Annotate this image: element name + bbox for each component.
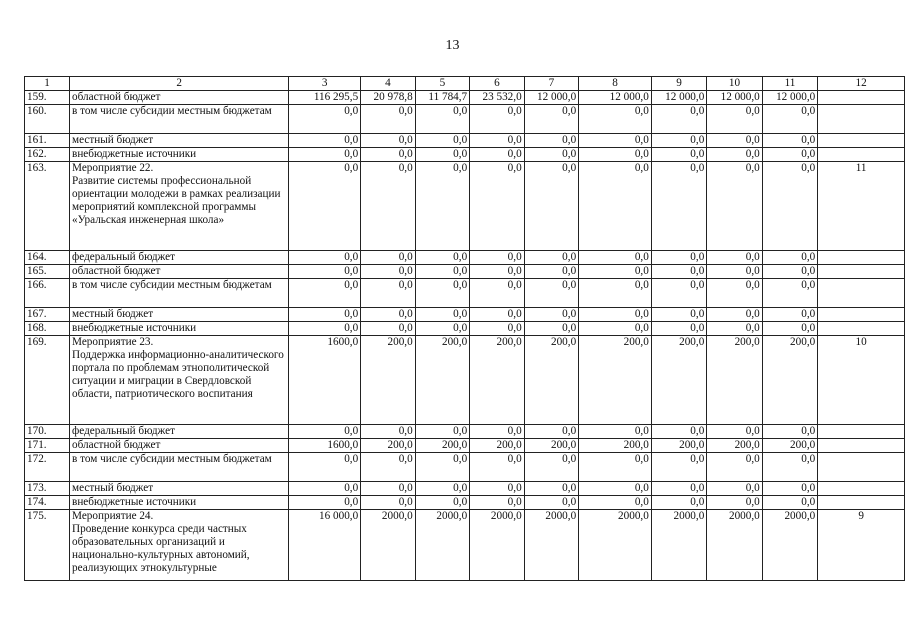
value-cell: 11 784,7 <box>415 91 469 105</box>
value-cell: 0,0 <box>524 265 579 279</box>
value-cell: 0,0 <box>651 279 706 308</box>
value-cell: 0,0 <box>361 453 416 482</box>
value-cell: 0,0 <box>762 496 817 510</box>
value-cell: 0,0 <box>470 265 525 279</box>
target-indicator-ref <box>818 265 905 279</box>
value-cell: 0,0 <box>762 322 817 336</box>
target-indicator-ref <box>818 91 905 105</box>
row-label: Мероприятие 23. Поддержка информационно-аналитического портала по проблемам этнополитической ситуации и миграции в Свердловской области, патриотического воспитания <box>70 336 289 425</box>
value-cell: 0,0 <box>415 251 469 265</box>
value-cell: 0,0 <box>470 425 525 439</box>
value-cell: 0,0 <box>415 105 469 134</box>
target-indicator-ref <box>818 148 905 162</box>
value-cell: 0,0 <box>579 265 652 279</box>
value-cell: 0,0 <box>651 308 706 322</box>
value-cell: 0,0 <box>415 162 469 251</box>
row-number: 169. <box>25 336 70 425</box>
table-row <box>25 322 905 336</box>
value-cell: 200,0 <box>579 439 652 453</box>
column-number-header: 9 <box>651 77 706 91</box>
row-label: местный бюджет <box>70 308 289 322</box>
value-cell: 0,0 <box>524 279 579 308</box>
value-cell: 0,0 <box>579 162 652 251</box>
row-label: внебюджетные источники <box>70 496 289 510</box>
target-indicator-ref: 9 <box>818 510 905 581</box>
value-cell: 0,0 <box>470 134 525 148</box>
column-number-header: 1 <box>25 77 70 91</box>
value-cell: 0,0 <box>361 425 416 439</box>
table-row <box>25 308 905 322</box>
value-cell: 0,0 <box>524 148 579 162</box>
column-number-header: 4 <box>361 77 416 91</box>
table-row <box>25 482 905 496</box>
table-row <box>25 510 905 581</box>
value-cell: 0,0 <box>470 308 525 322</box>
value-cell: 200,0 <box>415 439 469 453</box>
value-cell: 0,0 <box>651 453 706 482</box>
row-number: 170. <box>25 425 70 439</box>
value-cell: 0,0 <box>415 134 469 148</box>
row-number: 166. <box>25 279 70 308</box>
value-cell: 1600,0 <box>289 439 361 453</box>
target-indicator-ref <box>818 496 905 510</box>
value-cell: 0,0 <box>579 453 652 482</box>
value-cell: 12 000,0 <box>651 91 706 105</box>
value-cell: 0,0 <box>289 265 361 279</box>
row-number: 171. <box>25 439 70 453</box>
value-cell: 0,0 <box>289 279 361 308</box>
value-cell: 0,0 <box>707 322 762 336</box>
target-indicator-ref <box>818 134 905 148</box>
value-cell: 0,0 <box>470 162 525 251</box>
value-cell: 0,0 <box>579 482 652 496</box>
table-row <box>25 425 905 439</box>
value-cell: 12 000,0 <box>707 91 762 105</box>
value-cell: 0,0 <box>762 265 817 279</box>
value-cell: 12 000,0 <box>579 91 652 105</box>
value-cell: 0,0 <box>289 425 361 439</box>
table-row <box>25 251 905 265</box>
row-number: 163. <box>25 162 70 251</box>
value-cell: 200,0 <box>470 336 525 425</box>
value-cell: 0,0 <box>361 308 416 322</box>
value-cell: 20 978,8 <box>361 91 416 105</box>
value-cell: 200,0 <box>524 439 579 453</box>
value-cell: 0,0 <box>361 279 416 308</box>
budget-table <box>24 76 905 581</box>
target-indicator-ref <box>818 425 905 439</box>
table-row <box>25 105 905 134</box>
value-cell: 0,0 <box>651 496 706 510</box>
value-cell: 200,0 <box>579 336 652 425</box>
value-cell: 0,0 <box>651 322 706 336</box>
row-number: 159. <box>25 91 70 105</box>
value-cell: 0,0 <box>579 425 652 439</box>
column-number-header: 8 <box>579 77 652 91</box>
value-cell: 0,0 <box>289 453 361 482</box>
value-cell: 0,0 <box>361 265 416 279</box>
table-row <box>25 336 905 425</box>
value-cell: 116 295,5 <box>289 91 361 105</box>
value-cell: 200,0 <box>651 439 706 453</box>
value-cell: 0,0 <box>707 425 762 439</box>
value-cell: 0,0 <box>361 322 416 336</box>
value-cell: 0,0 <box>762 162 817 251</box>
value-cell: 0,0 <box>651 105 706 134</box>
value-cell: 200,0 <box>651 336 706 425</box>
value-cell: 0,0 <box>470 251 525 265</box>
value-cell: 2000,0 <box>361 510 416 581</box>
row-number: 173. <box>25 482 70 496</box>
column-number-header: 12 <box>818 77 905 91</box>
value-cell: 0,0 <box>289 322 361 336</box>
value-cell: 0,0 <box>707 453 762 482</box>
value-cell: 0,0 <box>524 105 579 134</box>
value-cell: 200,0 <box>707 336 762 425</box>
value-cell: 0,0 <box>651 425 706 439</box>
target-indicator-ref <box>818 251 905 265</box>
value-cell: 2000,0 <box>415 510 469 581</box>
value-cell: 2000,0 <box>470 510 525 581</box>
table-row <box>25 134 905 148</box>
table-row <box>25 453 905 482</box>
table-row <box>25 279 905 308</box>
value-cell: 0,0 <box>524 496 579 510</box>
row-number: 160. <box>25 105 70 134</box>
value-cell: 0,0 <box>415 265 469 279</box>
target-indicator-ref <box>818 279 905 308</box>
column-number-header: 2 <box>70 77 289 91</box>
row-number: 162. <box>25 148 70 162</box>
value-cell: 0,0 <box>524 134 579 148</box>
value-cell: 0,0 <box>470 482 525 496</box>
value-cell: 0,0 <box>524 308 579 322</box>
value-cell: 0,0 <box>415 425 469 439</box>
row-number: 172. <box>25 453 70 482</box>
value-cell: 0,0 <box>707 134 762 148</box>
target-indicator-ref <box>818 439 905 453</box>
target-indicator-ref <box>818 308 905 322</box>
row-number: 168. <box>25 322 70 336</box>
value-cell: 0,0 <box>361 496 416 510</box>
column-number-header: 10 <box>707 77 762 91</box>
value-cell: 0,0 <box>415 279 469 308</box>
value-cell: 0,0 <box>524 162 579 251</box>
value-cell: 0,0 <box>579 322 652 336</box>
value-cell: 0,0 <box>707 496 762 510</box>
row-number: 165. <box>25 265 70 279</box>
value-cell: 200,0 <box>524 336 579 425</box>
value-cell: 200,0 <box>707 439 762 453</box>
value-cell: 12 000,0 <box>762 91 817 105</box>
value-cell: 0,0 <box>579 134 652 148</box>
value-cell: 0,0 <box>579 105 652 134</box>
value-cell: 0,0 <box>579 279 652 308</box>
row-number: 164. <box>25 251 70 265</box>
value-cell: 0,0 <box>470 105 525 134</box>
value-cell: 0,0 <box>651 162 706 251</box>
row-label: федеральный бюджет <box>70 425 289 439</box>
value-cell: 0,0 <box>651 134 706 148</box>
value-cell: 0,0 <box>707 482 762 496</box>
value-cell: 0,0 <box>361 162 416 251</box>
value-cell: 0,0 <box>707 265 762 279</box>
value-cell: 16 000,0 <box>289 510 361 581</box>
value-cell: 0,0 <box>289 162 361 251</box>
value-cell: 0,0 <box>415 322 469 336</box>
value-cell: 0,0 <box>361 251 416 265</box>
value-cell: 0,0 <box>651 251 706 265</box>
value-cell: 0,0 <box>762 279 817 308</box>
table-row <box>25 162 905 251</box>
value-cell: 0,0 <box>289 308 361 322</box>
column-number-header: 11 <box>762 77 817 91</box>
value-cell: 200,0 <box>470 439 525 453</box>
value-cell: 0,0 <box>415 482 469 496</box>
row-label: федеральный бюджет <box>70 251 289 265</box>
value-cell: 0,0 <box>470 496 525 510</box>
value-cell: 200,0 <box>415 336 469 425</box>
value-cell: 0,0 <box>579 496 652 510</box>
value-cell: 0,0 <box>289 251 361 265</box>
value-cell: 2000,0 <box>524 510 579 581</box>
value-cell: 200,0 <box>762 439 817 453</box>
value-cell: 0,0 <box>470 322 525 336</box>
value-cell: 0,0 <box>651 482 706 496</box>
value-cell: 2000,0 <box>707 510 762 581</box>
value-cell: 0,0 <box>707 162 762 251</box>
value-cell: 0,0 <box>361 134 416 148</box>
value-cell: 0,0 <box>289 105 361 134</box>
value-cell: 23 532,0 <box>470 91 525 105</box>
row-label: местный бюджет <box>70 134 289 148</box>
value-cell: 0,0 <box>707 279 762 308</box>
value-cell: 0,0 <box>579 251 652 265</box>
value-cell: 0,0 <box>470 453 525 482</box>
value-cell: 0,0 <box>289 148 361 162</box>
table-row <box>25 439 905 453</box>
row-label: областной бюджет <box>70 439 289 453</box>
value-cell: 0,0 <box>415 496 469 510</box>
value-cell: 0,0 <box>415 308 469 322</box>
value-cell: 0,0 <box>707 251 762 265</box>
value-cell: 0,0 <box>707 105 762 134</box>
row-number: 174. <box>25 496 70 510</box>
value-cell: 200,0 <box>361 439 416 453</box>
value-cell: 0,0 <box>361 105 416 134</box>
value-cell: 0,0 <box>651 148 706 162</box>
value-cell: 2000,0 <box>579 510 652 581</box>
value-cell: 0,0 <box>762 453 817 482</box>
target-indicator-ref: 10 <box>818 336 905 425</box>
value-cell: 0,0 <box>524 482 579 496</box>
value-cell: 0,0 <box>707 148 762 162</box>
table-row <box>25 265 905 279</box>
column-number-header: 7 <box>524 77 579 91</box>
target-indicator-ref: 11 <box>818 162 905 251</box>
value-cell: 0,0 <box>415 453 469 482</box>
column-number-header: 5 <box>415 77 469 91</box>
value-cell: 2000,0 <box>651 510 706 581</box>
row-label: в том числе субсидии местным бюджетам <box>70 105 289 134</box>
target-indicator-ref <box>818 105 905 134</box>
value-cell: 1600,0 <box>289 336 361 425</box>
page-number: 13 <box>445 38 460 53</box>
row-number: 167. <box>25 308 70 322</box>
value-cell: 0,0 <box>579 308 652 322</box>
value-cell: 0,0 <box>289 496 361 510</box>
target-indicator-ref <box>818 453 905 482</box>
value-cell: 0,0 <box>415 148 469 162</box>
row-label: Мероприятие 24. Проведение конкурса среди частных образовательных организаций и национально-культурных автономий, реализующих этнокультурные <box>70 510 289 581</box>
value-cell: 0,0 <box>524 453 579 482</box>
value-cell: 0,0 <box>524 322 579 336</box>
value-cell: 0,0 <box>524 251 579 265</box>
value-cell: 0,0 <box>762 425 817 439</box>
row-label: внебюджетные источники <box>70 322 289 336</box>
value-cell: 0,0 <box>524 425 579 439</box>
value-cell: 0,0 <box>651 265 706 279</box>
target-indicator-ref <box>818 322 905 336</box>
row-label: областной бюджет <box>70 91 289 105</box>
value-cell: 200,0 <box>361 336 416 425</box>
table-row <box>25 91 905 105</box>
table-header-row <box>25 77 905 91</box>
value-cell: 200,0 <box>762 336 817 425</box>
row-label: внебюджетные источники <box>70 148 289 162</box>
value-cell: 0,0 <box>707 308 762 322</box>
value-cell: 0,0 <box>470 279 525 308</box>
row-label: областной бюджет <box>70 265 289 279</box>
value-cell: 0,0 <box>470 148 525 162</box>
row-label: в том числе субсидии местным бюджетам <box>70 279 289 308</box>
target-indicator-ref <box>818 482 905 496</box>
row-label: в том числе субсидии местным бюджетам <box>70 453 289 482</box>
value-cell: 0,0 <box>762 482 817 496</box>
value-cell: 0,0 <box>361 482 416 496</box>
table-row <box>25 148 905 162</box>
row-label: местный бюджет <box>70 482 289 496</box>
row-number: 175. <box>25 510 70 581</box>
value-cell: 0,0 <box>762 251 817 265</box>
value-cell: 0,0 <box>579 148 652 162</box>
value-cell: 2000,0 <box>762 510 817 581</box>
value-cell: 0,0 <box>762 105 817 134</box>
value-cell: 0,0 <box>289 134 361 148</box>
value-cell: 12 000,0 <box>524 91 579 105</box>
value-cell: 0,0 <box>289 482 361 496</box>
row-label: Мероприятие 22. Развитие системы профессиональной ориентации молодежи в рамках реализации мероприятий комплексной программы «Уральская инженерная школа» <box>70 162 289 251</box>
table-row <box>25 496 905 510</box>
row-number: 161. <box>25 134 70 148</box>
value-cell: 0,0 <box>361 148 416 162</box>
value-cell: 0,0 <box>762 148 817 162</box>
column-number-header: 3 <box>289 77 361 91</box>
column-number-header: 6 <box>470 77 525 91</box>
value-cell: 0,0 <box>762 134 817 148</box>
value-cell: 0,0 <box>762 308 817 322</box>
